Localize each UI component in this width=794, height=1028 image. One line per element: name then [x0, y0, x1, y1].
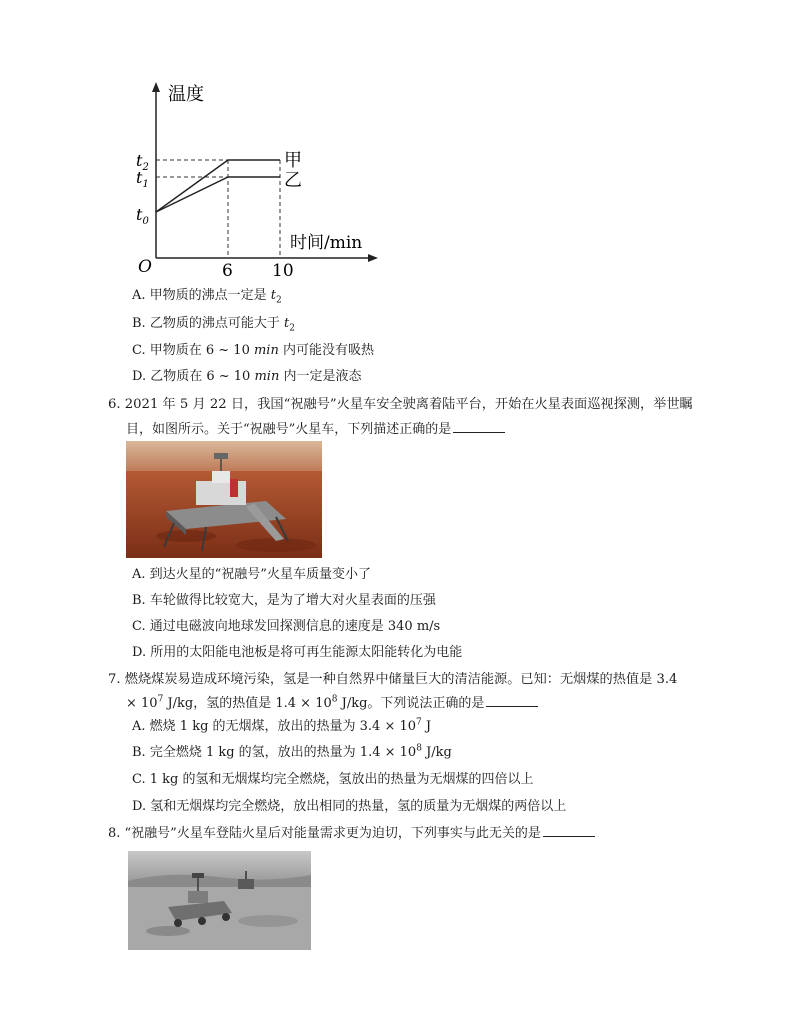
y-axis-label: 温度 [168, 84, 204, 105]
q5-option-c: C. 甲物质在 6 ~ 10 min 内可能没有吸热 [132, 343, 374, 358]
q7-option-a: A. 燃烧 1 kg 的无烟煤，放出的热量为 $3.4 \times 10^7$ J [132, 717, 432, 734]
mars-rover-grayscale-photo [128, 851, 311, 950]
answer-blank [486, 694, 538, 707]
answer-blank [543, 824, 595, 837]
q7-option-b: B. 完全燃烧 1 kg 的氢，放出的热量为 $1.4 \times 10^8$ J/kg [132, 743, 452, 760]
q7-stem-line2: × $10^7$ J/kg，氢的热值是 $1.4 \times 10^8$ J/kg。下列说法正确的是 [126, 694, 538, 714]
t2-label: $t_2$ [136, 151, 149, 173]
origin-label: O [138, 257, 152, 277]
temperature-time-graph [128, 78, 388, 278]
x-axis-arrow [368, 254, 378, 262]
q5-option-b: B. 乙物质的沸点可能大于 $t_2$ [132, 316, 295, 334]
q7-stem-line1: 7. 燃烧煤炭易造成环境污染，氢是一种自然界中储量巨大的清洁能源。已知：无烟煤的热值是 3.4 [108, 672, 678, 687]
q6-option-a: A. 到达火星的“祝融号”火星车质量变小了 [132, 567, 371, 582]
q6-stem-line1: 6. 2021 年 5 月 22 日，我国“祝融号”火星车安全驶离着陆平台，开始在火星表面巡视探测，举世瞩 [108, 397, 693, 412]
q6-option-d: D. 所用的太阳能电池板是将可再生能源太阳能转化为电能 [132, 645, 463, 660]
x-axis-label: 时间/min [290, 233, 363, 253]
q5-option-d: D. 乙物质在 6 ~ 10 min 内一定是液态 [132, 369, 362, 384]
q6-option-b: B. 车轮做得比较宽大，是为了增大对火星表面的压强 [132, 593, 436, 608]
q7-option-d: D. 氢和无烟煤均完全燃烧，放出相同的热量，氢的质量为无烟煤的两倍以上 [132, 799, 567, 814]
mars-rover-photo [126, 441, 322, 558]
y-axis-arrow [152, 82, 160, 92]
series-yi [156, 177, 280, 212]
q5-option-a: A. 甲物质的沸点一定是 $t_2$ [132, 288, 282, 306]
q6-option-c: C. 通过电磁波向地球发回探测信息的速度是 340 m/s [132, 619, 441, 634]
answer-blank [453, 420, 505, 433]
x-tick-6: 6 [222, 261, 233, 278]
series-jia [156, 160, 280, 212]
t1-label: $t_1$ [136, 168, 149, 190]
q8-stem-line1: 8. “祝融号”火星车登陆火星后对能量需求更为迫切，下列事实与此无关的是 [108, 824, 595, 844]
series-jia-label: 甲 [284, 150, 302, 171]
t0-label: $t_0$ [136, 205, 149, 227]
x-tick-10: 10 [272, 261, 294, 278]
q6-stem-line2: 目，如图所示。关于“祝融号”火星车，下列描述正确的是 [126, 420, 505, 440]
q7-option-c: C. 1 kg 的氢和无烟煤均完全燃烧，氢放出的热量为无烟煤的四倍以上 [132, 772, 534, 787]
series-yi-label: 乙 [284, 170, 302, 191]
